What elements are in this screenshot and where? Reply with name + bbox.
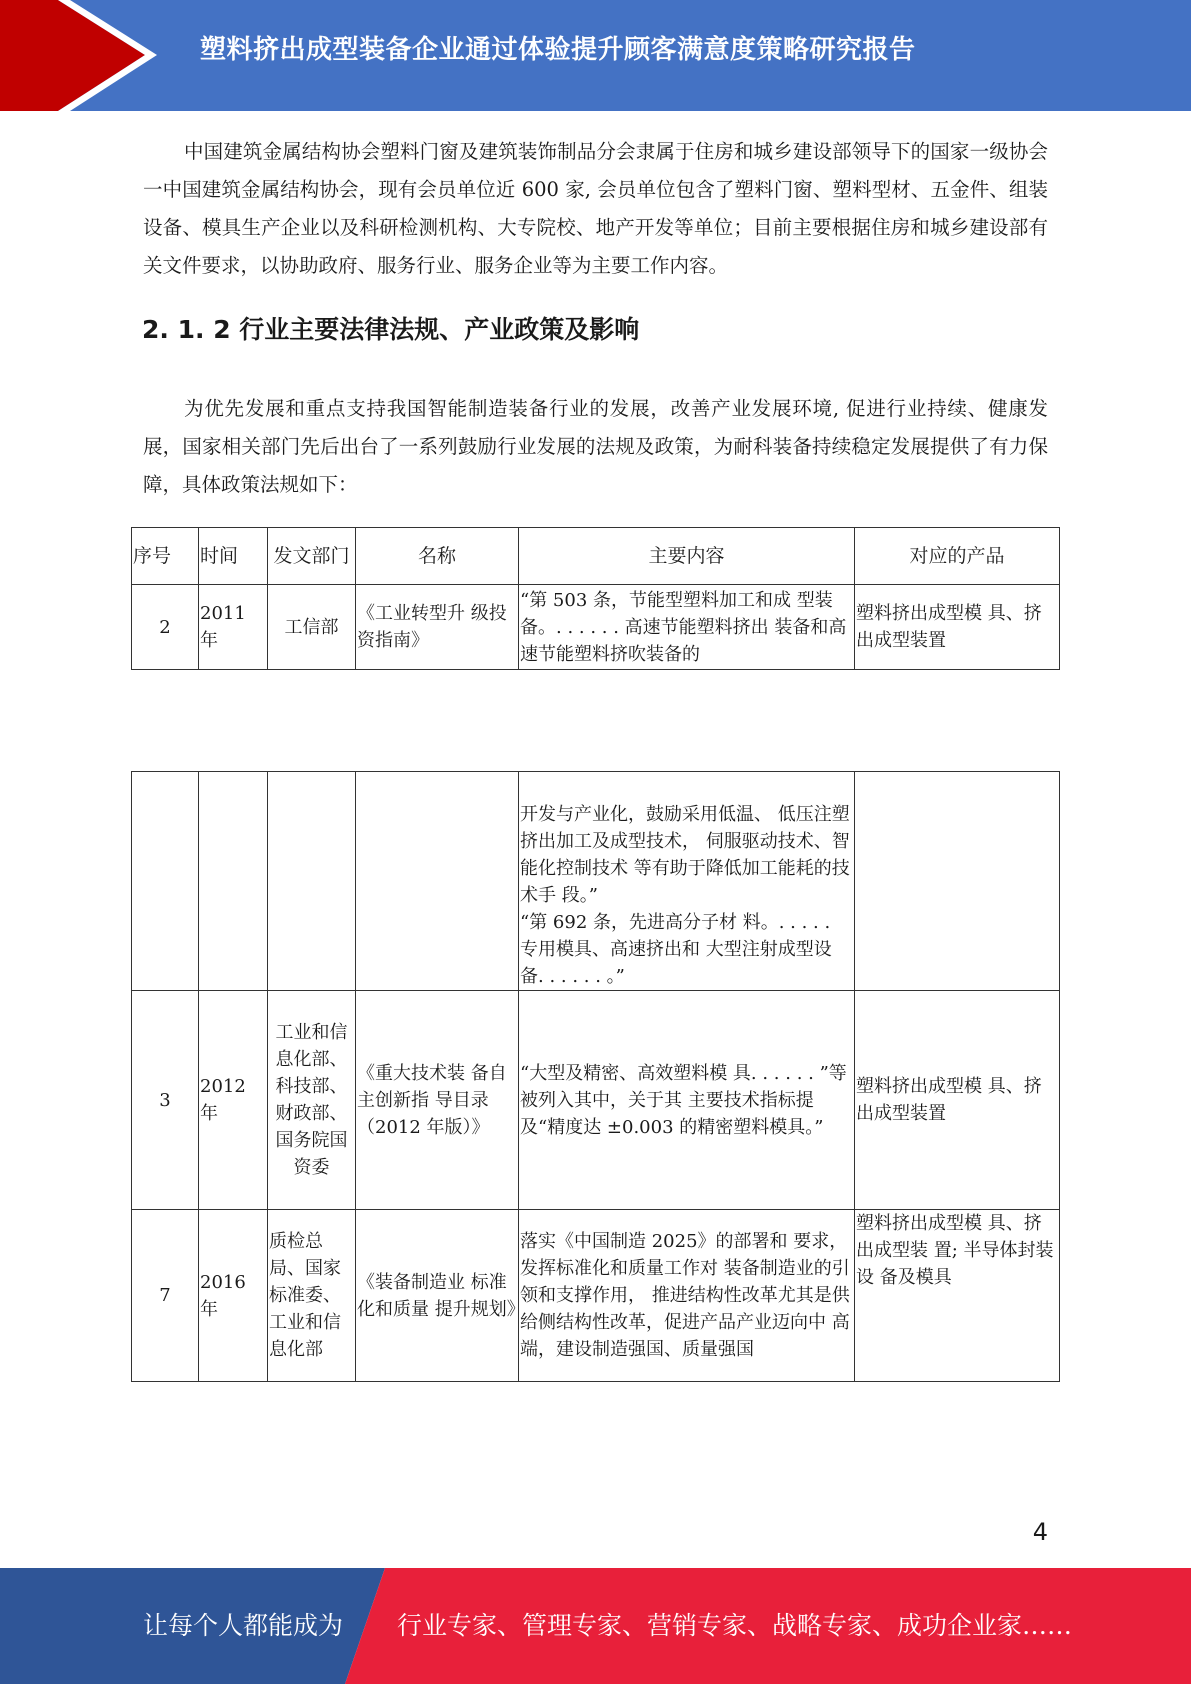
col-header-product: 对应的产品 (855, 528, 1060, 585)
policy-table-part1 (131, 527, 1060, 670)
cell-dept: 工业和信息化部、科技部、财政部、国务院国资委 (268, 991, 356, 1210)
footer-slogan-left: 让每个人都能成为 (143, 1611, 344, 1640)
table-row (132, 772, 1060, 991)
table-row (132, 1210, 1060, 1382)
content-continued-text: 开发与产业化，鼓励采用低温、 低压注塑挤出加工及成型技术， 伺服驱动技术、智能化控制技术 等有助于降低加工能耗的技术手 段。” (520, 804, 850, 906)
report-title: 塑料挤出成型装备企业通过体验提升顾客满意度策略研究报告 (200, 35, 916, 65)
cell-time (199, 772, 268, 991)
cell-name: 《工业转型升 级投资指南》 (356, 585, 519, 670)
page-number: 4 (1032, 1518, 1048, 1546)
cell-time: 2016 年 (199, 1210, 268, 1382)
cell-product: 塑料挤出成型模 具、挤出成型装 置; 半导体封装设 备及模具 (855, 1210, 1060, 1382)
cell-no: 7 (132, 1210, 199, 1382)
cell-product: 塑料挤出成型模 具、挤出成型装置 (855, 585, 1060, 670)
cell-name (356, 772, 519, 991)
cell-time: 2011 年 (199, 585, 268, 670)
intro-paragraph: 中国建筑金属结构协会塑料门窗及建筑装饰制品分会隶属于住房和城乡建设部领导下的国家一级协会一中国建筑金属结构协会，现有会员单位近 600 家, 会员单位包含了塑料门窗、塑料型材、五金件、组装设备、模具生产企业以及科研检测机构、大专院校、地产开发等单位；目前主要根据住房和城乡建设部有关文件要求，以协助政府、服务行业、服务企业等为主要工作内容。 (143, 140, 1048, 277)
header-arrow-decoration (0, 0, 230, 111)
content-article-692: “第 692 条，先进高分子材 料。. . . . . 专用模具、高速挤出和 大型注射成型设备. . . . . . 。” (520, 912, 832, 987)
cell-product: 塑料挤出成型模 具、挤出成型装置 (855, 991, 1060, 1210)
cell-no (132, 772, 199, 991)
cell-product (855, 772, 1060, 991)
header-banner (0, 0, 1191, 111)
table-row (132, 991, 1060, 1210)
cell-dept: 工信部 (268, 585, 356, 670)
section-heading: 2. 1. 2 行业主要法律法规、产业政策及影响 (142, 315, 640, 344)
table-row (132, 585, 1060, 670)
footer-banner (0, 1568, 1191, 1684)
cell-content: “大型及精密、高效塑料模 具. . . . . . ”等被列入其中，关于其 主要技术指标提及“精度达 ±0.003 的精密塑料模具。” (519, 991, 855, 1210)
cell-content: 落实《中国制造 2025》的部署和 要求，发挥标准化和质量工作对 装备制造业的引领和支撑作用， 推进结构性改革尤其是供给侧结构性改革，促进产品产业迈向中 高端，建设制造强国、质量强国 (519, 1210, 855, 1382)
col-header-content: 主要内容 (519, 528, 855, 585)
policy-intro-paragraph: 为优先发展和重点支持我国智能制造装备行业的发展，改善产业发展环境, 促进行业持续、健康发展，国家相关部门先后出台了一系列鼓励行业发展的法规及政策，为耐科装备持续稳定发展提供了有力保障，具体政策法规如下： (143, 397, 1048, 496)
cell-no: 3 (132, 991, 199, 1210)
cell-dept: 质检总局、国家标准委、工业和信息化部 (268, 1210, 356, 1382)
footer-slogan-right: 行业专家、管理专家、营销专家、战略专家、成功企业家…… (397, 1611, 1073, 1640)
cell-time: 2012 年 (199, 991, 268, 1210)
cell-content (519, 772, 855, 991)
col-header-no: 序号 (132, 528, 199, 585)
cell-no: 2 (132, 585, 199, 670)
col-header-dept: 发文部门 (268, 528, 356, 585)
col-header-name: 名称 (356, 528, 519, 585)
cell-dept (268, 772, 356, 991)
policy-table-part2 (131, 771, 1060, 1382)
cell-name: 《重大技术装 备自主创新指 导目录（2012 年版）》 (356, 991, 519, 1210)
cell-name: 《装备制造业 标准化和质量 提升规划》 (356, 1210, 519, 1382)
table-header-row (132, 528, 1060, 585)
col-header-time: 时间 (199, 528, 268, 585)
cell-content: “第 503 条，节能型塑料加工和成 型装备。. . . . . . 高速节能塑料挤出 装备和高速节能塑料挤吹装备的 (519, 585, 855, 670)
